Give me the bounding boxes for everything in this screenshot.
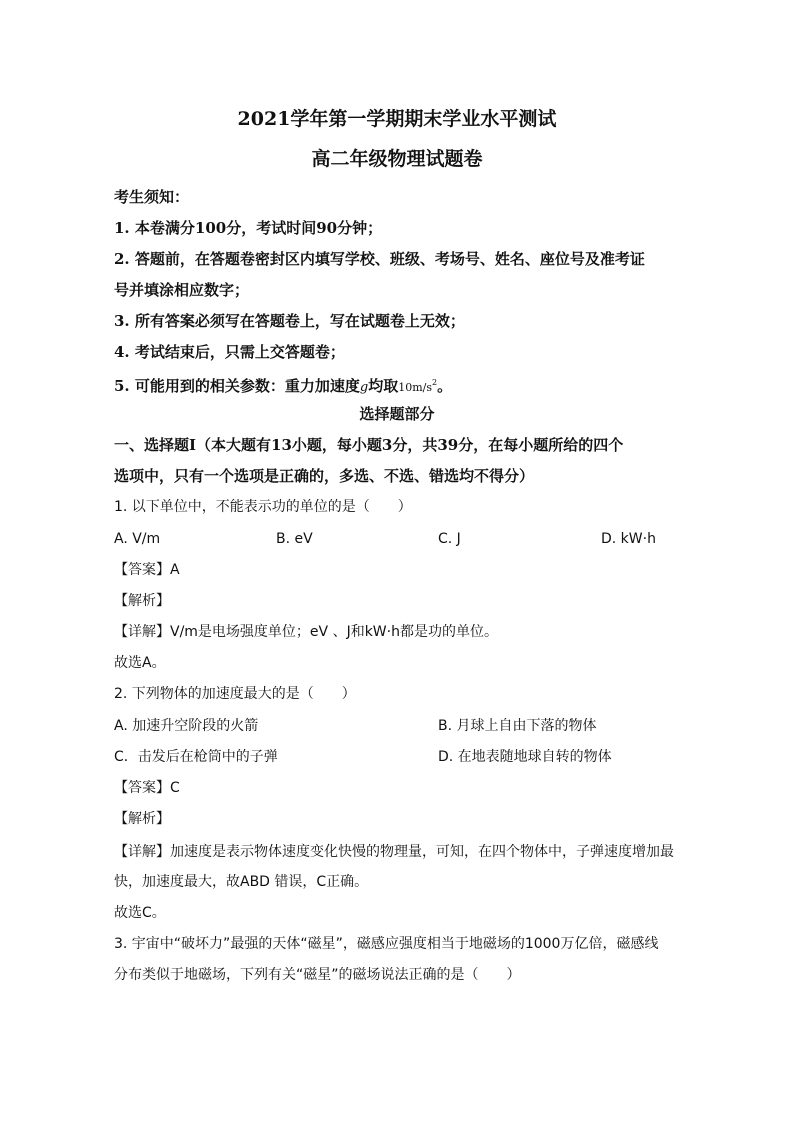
question-3-stem-line-2: 分布类似于地磁场，下列有关“磁星”的磁场说法正确的是（ ） [114, 967, 521, 983]
question-1-option-c: C. J [438, 531, 461, 547]
notice-item-2-line-1: 2. 答题前，在答题卷密封区内填写学校、班级、考场号、姓名、座位号及准考证 [114, 250, 645, 268]
answer-tag: 【答案】 [114, 780, 170, 796]
question-1-analysis-tag: 【解析】 [114, 593, 170, 609]
question-2-conclusion: 故选C。 [114, 905, 166, 921]
gravity-value: 10m/s [398, 381, 433, 394]
notice-item-5-text: 5. 可能用到的相关参数：重力加速度 [114, 377, 360, 395]
notice-item-4: 4. 考试结束后，只需上交答题卷； [114, 343, 345, 361]
question-1-option-a: A. V/m [114, 531, 161, 547]
notice-item-2-line-2: 号并填涂相应数字； [114, 281, 250, 299]
notice-item-5 [114, 373, 686, 398]
detail-text: 加速度是表示物体速度变化快慢的物理量，可知，在四个物体中，子弹速度增加最 [170, 844, 674, 860]
gravity-symbol: g [359, 380, 369, 395]
question-1-detail [114, 622, 686, 642]
question-2-detail-line-1 [114, 842, 686, 862]
question-1-option-b: B. eV [276, 531, 313, 547]
question-2-stem: 2. 下列物体的加速度最大的是（ ） [114, 686, 356, 702]
notice-item-3: 3. 所有答案必须写在答题卷上，写在试题卷上无效； [114, 312, 465, 330]
answer-value: C [170, 780, 180, 796]
notice-item-1: 1. 本卷满分100分，考试时间90分钟； [114, 219, 383, 237]
question-2-option-a: A. 加速升空阶段的火箭 [114, 718, 259, 734]
exam-subtitle: 高二年级物理试题卷 [311, 148, 483, 170]
answer-tag: 【答案】 [114, 562, 170, 578]
question-2-option-d: D. 在地表随地球自转的物体 [438, 749, 612, 765]
question-1-conclusion: 故选A。 [114, 655, 166, 671]
detail-text: V/m是电场强度单位；eV 、J和kW·h都是功的单位。 [170, 624, 498, 640]
question-1-stem: 1. 以下单位中，不能表示功的单位的是（ ） [114, 499, 412, 515]
answer-value: A [170, 562, 180, 578]
question-2-option-b: B. 月球上自由下落的物体 [438, 718, 597, 734]
notice-item-5-mid: 均取 [368, 377, 399, 395]
question-2-answer [114, 778, 686, 798]
question-3-stem-line-1: 3. 宇宙中“破坏力”最强的天体“磁星”，磁感应强度相当于地磁场的1000万亿倍，磁感线 [114, 936, 659, 952]
question-2-detail-line-2: 快，加速度最大，故ABD 错误，C正确。 [114, 874, 369, 890]
detail-tag: 【详解】 [114, 844, 170, 860]
part-1-instructions-line-2: 选项中，只有一个选项是正确的，多选、不选、错选均不得分） [114, 467, 535, 485]
gravity-exponent: 2 [432, 378, 438, 387]
question-2-option-c: C．击发后在枪筒中的子弹 [114, 749, 278, 765]
question-1-option-d: D. kW·h [601, 531, 656, 547]
notice-heading: 考生须知： [114, 188, 190, 206]
section-title: 选择题部分 [359, 405, 435, 423]
notice-item-5-end: 。 [437, 377, 453, 395]
question-2-analysis-tag: 【解析】 [114, 811, 170, 827]
part-1-instructions-line-1: 一、选择题Ⅰ（本大题有13小题，每小题3分，共39分，在每小题所给的四个 [114, 436, 624, 454]
exam-title: 2021学年第一学期期末学业水平测试 [237, 108, 557, 130]
question-1-answer [114, 560, 686, 580]
detail-tag: 【详解】 [114, 624, 170, 640]
